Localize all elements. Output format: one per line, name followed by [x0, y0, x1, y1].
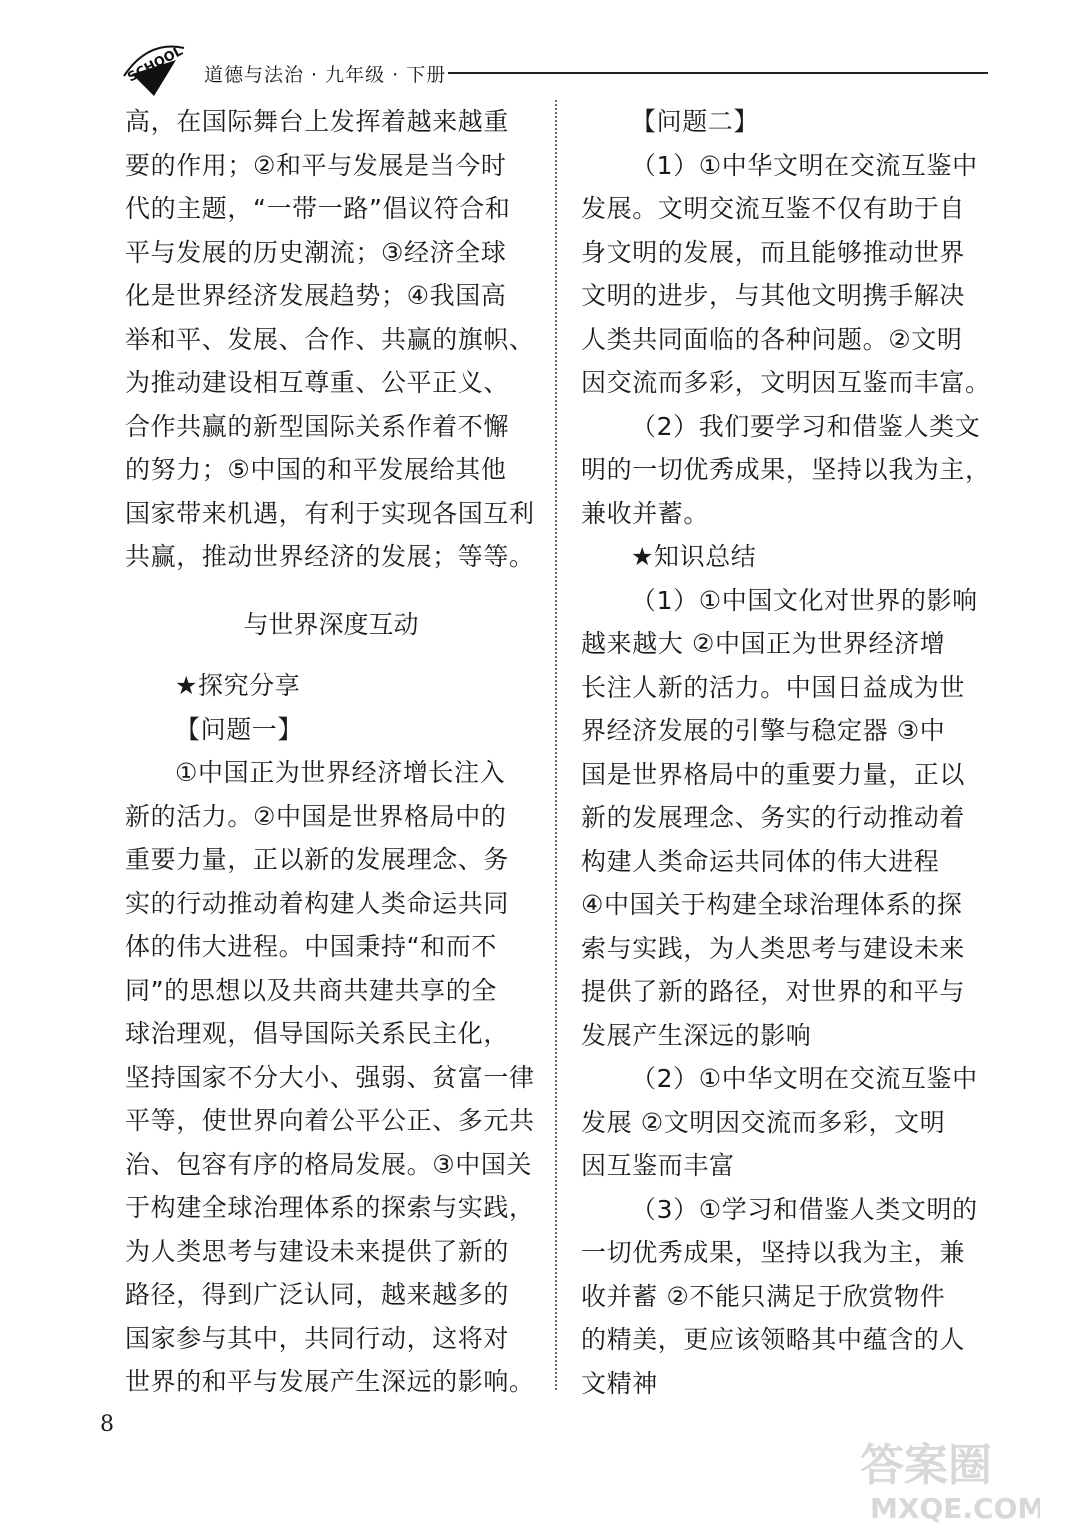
watermark-url: MXQE.COM: [870, 1492, 1040, 1525]
text-line: 坚持国家不分大小、强弱、贫富一律: [125, 1062, 535, 1092]
column-divider: [555, 100, 557, 1390]
text-line: ④中国关于构建全球治理体系的探: [581, 890, 963, 919]
left-paragraph-2: [125, 751, 537, 1404]
text-line: 的努力；⑤中国的和平发展给其他: [125, 455, 507, 484]
text-line: 举和平、发展、合作、共赢的旗帜、: [125, 324, 535, 354]
text-line: （1）①中华文明在交流互鉴中: [631, 150, 978, 180]
text-line: 合作共赢的新型国际关系作着不懈: [125, 411, 510, 441]
q2-part-2: [581, 405, 993, 536]
summary-heading: ★知识总结: [631, 542, 757, 571]
text-line: （2）①中华文明在交流互鉴中: [631, 1064, 978, 1093]
logo-text: SCHOOL: [125, 43, 186, 86]
text-line: 的精美，更应该领略其中蕴含的人: [581, 1325, 966, 1354]
right-column: [581, 100, 993, 1405]
text-line: 国家带来机遇，有利于实现各国互利: [125, 498, 535, 528]
text-line: 要的作用；②和平与发展是当今时: [125, 150, 507, 180]
text-line: （3）①学习和借鉴人类文明的: [631, 1194, 978, 1224]
subsection-heading: ★探究分享: [175, 671, 301, 700]
text-line: 兼收并蓄。: [581, 498, 710, 528]
text-line: 一切优秀成果，坚持以我为主，兼: [581, 1238, 966, 1267]
text-line: 文明的进步，与其他文明携手解决: [581, 281, 966, 310]
left-paragraph-1: [125, 100, 537, 579]
text-line: 发展。文明交流互鉴不仅有助于自: [581, 194, 966, 223]
text-line: 新的发展理念、务实的行动推动着: [581, 803, 966, 832]
page-header: [118, 32, 998, 102]
q2-part-1: [581, 144, 993, 405]
question-one-heading: 【问题一】: [175, 714, 304, 744]
summary-2: [581, 1057, 993, 1188]
watermark-text: 答案圈: [860, 1440, 992, 1491]
text-line: 重要力量，正以新的发展理念、务: [125, 845, 510, 874]
text-line: 明的一切优秀成果，坚持以我为主，: [581, 455, 991, 484]
text-line: 国是世界格局中的重要力量，正以: [581, 759, 966, 789]
text-line: 代的主题，“一带一路”倡议符合和: [125, 194, 511, 223]
text-line: 平等，使世界向着公平公正、多元共: [125, 1106, 535, 1135]
text-line: 因交流而多彩，文明因互鉴而丰富。: [581, 368, 991, 397]
text-line: 路径，得到广泛认同，越来越多的: [125, 1280, 510, 1309]
left-column: [125, 100, 537, 1404]
text-line: 为人类思考与建设未来提供了新的: [125, 1236, 510, 1266]
text-line: 治、包容有序的格局发展。③中国关: [125, 1149, 533, 1179]
question-two-heading: 【问题二】: [631, 107, 760, 136]
text-line: 同”的思想以及共商共建共享的全: [125, 975, 497, 1005]
book-title: 道德与法治 · 九年级 · 下册: [204, 64, 447, 86]
page-number: 8: [100, 1412, 114, 1437]
text-line: 高，在国际舞台上发挥着越来越重: [125, 107, 510, 136]
text-line: 世界的和平与发展产生深远的影响。: [125, 1367, 535, 1396]
text-line: 提供了新的路径，对世界的和平与: [581, 977, 966, 1006]
text-line: 化是世界经济发展趋势；④我国高: [125, 281, 507, 310]
section-title: 与世界深度互动: [243, 609, 419, 639]
watermark-logo: [830, 1410, 1040, 1530]
text-line: 越来越大 ②中国正为世界经济增: [581, 629, 946, 658]
text-line: 因互鉴而丰富: [581, 1151, 735, 1180]
text-line: 球治理观，倡导国际关系民主化，: [125, 1019, 510, 1048]
text-line: 体的伟大进程。中国秉持“和而不: [125, 932, 497, 961]
text-line: 发展 ②文明因交流而多彩，文明: [581, 1107, 946, 1137]
text-line: 国家参与其中，共同行动，这将对: [125, 1323, 510, 1353]
summary-3: [581, 1188, 993, 1406]
text-line: 构建人类命运共同体的伟大进程: [581, 846, 940, 876]
text-line: （1）①中国文化对世界的影响: [631, 585, 978, 615]
text-line: （2）我们要学习和借鉴人类文: [631, 411, 981, 441]
text-line: 实的行动推动着构建人类命运共同: [125, 888, 510, 918]
text-line: 界经济发展的引擎与稳定器 ③中: [581, 716, 946, 745]
text-line: 长注人新的活力。中国日益成为世: [581, 672, 966, 702]
text-line: ①中国正为世界经济增长注入: [175, 758, 506, 787]
text-line: 于构建全球治理体系的探索与实践，: [125, 1193, 535, 1222]
summary-1: [581, 579, 993, 1058]
school-logo: [118, 38, 190, 98]
text-line: 平与发展的历史潮流；③经济全球: [125, 237, 507, 267]
text-line: 身文明的发展，而且能够推动世界: [581, 237, 966, 267]
text-line: 为推动建设相互尊重、公平正义、: [125, 368, 510, 397]
text-line: 收并蓄 ②不能只满足于欣赏物件: [581, 1281, 946, 1311]
text-line: 人类共同面临的各种问题。②文明: [581, 324, 963, 354]
text-line: 索与实践，为人类思考与建设未来: [581, 933, 966, 963]
text-line: 共赢，推动世界经济的发展；等等。: [125, 542, 535, 571]
text-line: 新的活力。②中国是世界格局中的: [125, 801, 507, 831]
header-rule: [448, 72, 988, 74]
text-line: 文精神: [581, 1368, 658, 1398]
text-line: 发展产生深远的影响: [581, 1020, 812, 1050]
